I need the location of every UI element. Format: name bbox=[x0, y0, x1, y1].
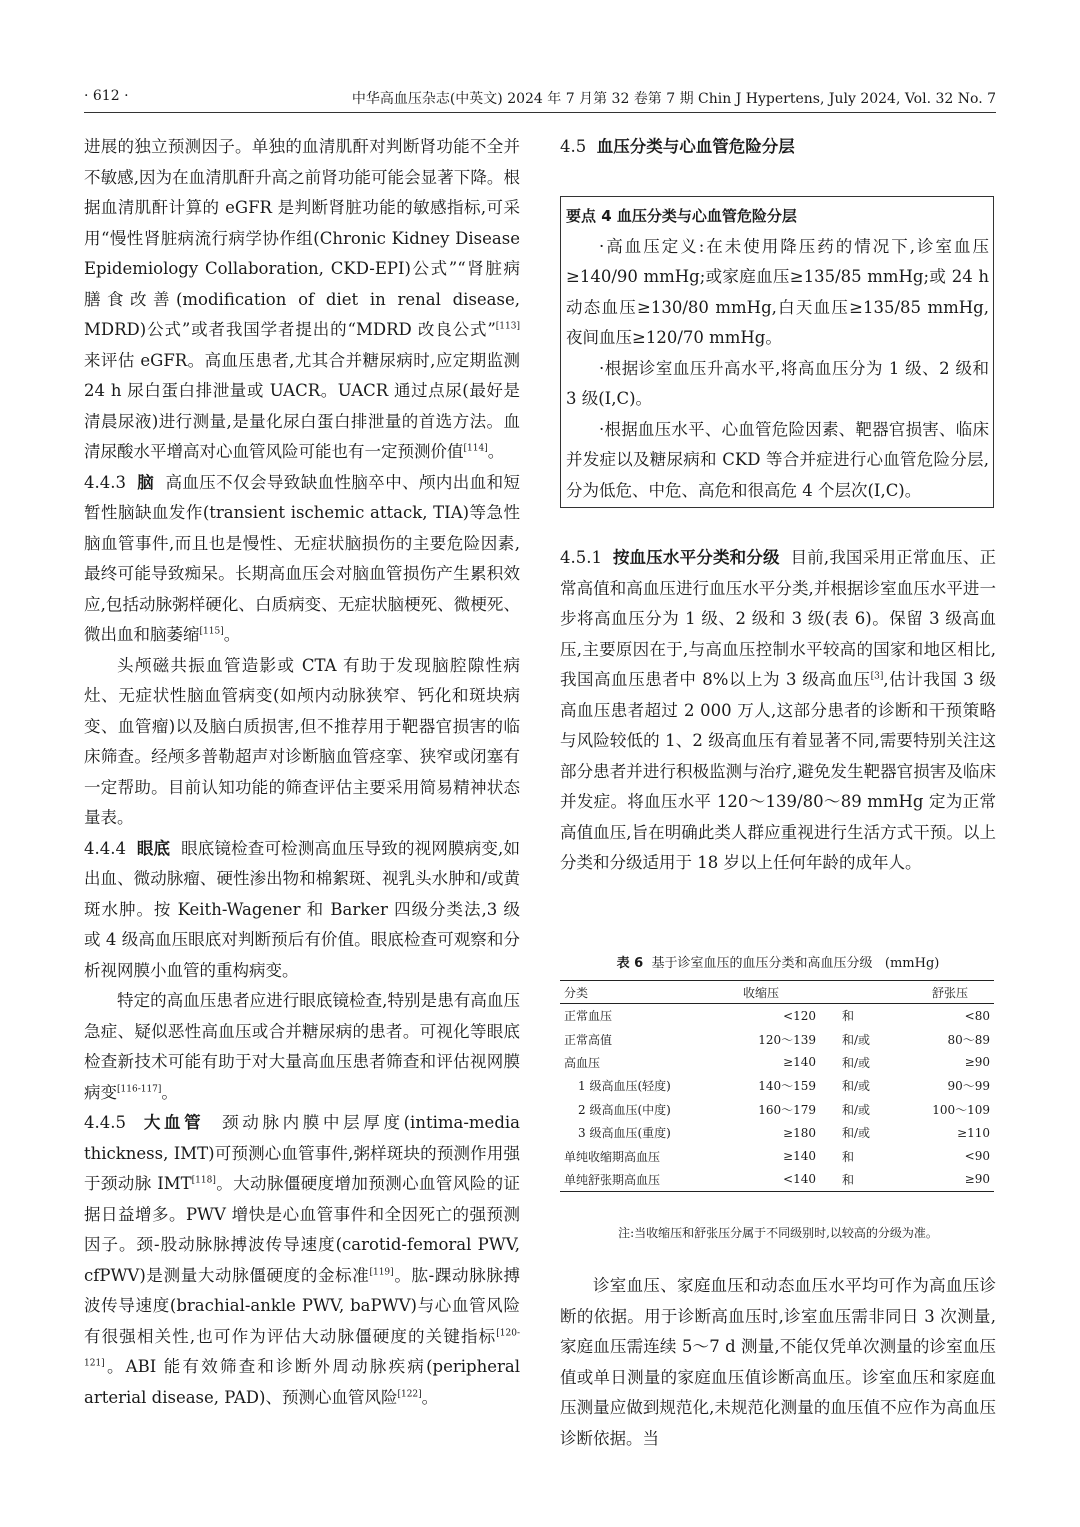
citation: [3] bbox=[870, 671, 884, 682]
column-header: 收缩压 bbox=[702, 981, 820, 1004]
citation: [122] bbox=[397, 1389, 422, 1399]
table-cell: 单纯收缩期高血压 bbox=[564, 1149, 661, 1164]
table-cell: 90～99 bbox=[947, 1079, 990, 1094]
keypoint-bullet: ·根据血压水平、心血管危险因素、靶器官损害、临床并发症以及糖尿病和 CKD 等合并症进行心血管危险分层,分为低危、中危、高危和很高危 4 个层次(Ⅰ,C)。 bbox=[566, 419, 989, 500]
left-column bbox=[84, 132, 520, 1413]
table-cell: 和/或 bbox=[842, 1102, 871, 1117]
paragraph-renal: 进展的独立预测因子。单独的血清肌酐对判断肾功能不全并不敏感,因为在血清肌酐升高之前肾功能可能会显著下降。根据血清肌酐计算的 eGFR 是判断肾脏功能的敏感指标,可采用“慢性肾脏病流行病学协作组(Chronic Kidney Disease Epidemiology Collaboration, CKD-EPI)公式”“肾脏病膳食改善(modification of diet in renal disease, MDRD)公式”或者我国学者提出的“MDRD 改良公式”[113]来评估 eGFR。高血压患者,尤其合并糖尿病时,应定期监测 24 h 尿白蛋白排泄量或 UACR。UACR 通过点尿(最好是清晨尿液)进行测量,是量化尿白蛋白排泄量的首选方法。血清尿酸水平增高对心血管风险可能也有一定预测价值[114]。 bbox=[84, 137, 520, 461]
table-cell: 120～139 bbox=[758, 1032, 816, 1047]
table-row bbox=[560, 1004, 994, 1028]
table-row bbox=[560, 1098, 994, 1121]
column-header: 舒张压 bbox=[906, 981, 994, 1004]
table-cell: 和/或 bbox=[842, 1032, 871, 1047]
table-cell: <120 bbox=[783, 1008, 816, 1023]
table-cell: 100～109 bbox=[932, 1102, 990, 1117]
citation: [113] bbox=[495, 321, 520, 332]
table-cell: 正常高值 bbox=[564, 1032, 613, 1047]
paragraph-fundus: 特定的高血压患者应进行眼底镜检查,特别是患有高血压急症、疑似恶性高血压或合并糖尿病的患者。可视化等眼底检查新技术可能有助于对大量高血压患者筛查和评估视网膜病变[116-117]。 bbox=[84, 991, 520, 1102]
table-cell: 高血压 bbox=[564, 1055, 601, 1070]
table-cell: 2 级高血压(中度) bbox=[578, 1102, 671, 1117]
table-row bbox=[560, 1121, 994, 1144]
table-cell: 1 级高血压(轻度) bbox=[578, 1079, 671, 1094]
keypoint-bullet: ·高血压定义:在未使用降压药的情况下,诊室血压≥140/90 mmHg;或家庭血压≥135/85 mmHg;或 24 h 动态血压≥130/80 mmHg,白天血压≥135/85 mmHg,夜间血压≥120/70 mmHg。 bbox=[566, 236, 989, 347]
section-4-5-1: 4.5.1 按血压水平分类和分级 目前,我国采用正常血压、正常高值和高血压进行血压水平分类,并根据诊室血压水平进一步将高血压分为 1 级、2 级和 3 级(表 6)。保留 3 级高血压,主要原因在于,与高血压控制水平较高的国家和地区相比,我国高血压患者中 8%以上为 3 级高血压[3],估计我国 3 级高血压患者超过 2 000 万人,这部分患者的诊断和干预策略与风险较低的 1、2 级高血压有着显著不同,需要特别关注这部分患者并进行积极监测与治疗,避免发生靶器官损害及临床并发症。将血压水平 120～139/80～89 mmHg 定为正常高值血压,旨在明确此类人群应重视进行生活方式干预。以上分类和分级适用于 18 岁以上任何年龄的成年人。 bbox=[560, 548, 996, 872]
table-cell: ≥180 bbox=[783, 1125, 816, 1140]
table-cell: 80～89 bbox=[947, 1032, 990, 1047]
table-cell: 和 bbox=[842, 1149, 855, 1164]
citation: [116-117] bbox=[117, 1084, 162, 1094]
table-row bbox=[560, 1051, 994, 1074]
section-4-5-heading: 4.5 血压分类与心血管危险分层 bbox=[560, 137, 795, 156]
section-title: 眼底 bbox=[136, 838, 171, 858]
table-caption: 表 6 基于诊室血压的血压分类和高血压分级 (mmHg) bbox=[616, 956, 940, 971]
journal-citation: 中华高血压杂志(中英文) 2024 年 7 月第 32 卷第 7 期 Chin J Hypertens, July 2024, Vol. 32 No. 7 bbox=[351, 91, 996, 107]
citation: [120-121] bbox=[84, 1328, 520, 1369]
table-note: 注:当收缩压和舒张压分属于不同级别时,以较高的分级为准。 bbox=[618, 1226, 938, 1240]
citation: [118] bbox=[191, 1175, 216, 1186]
table-cell: 和/或 bbox=[842, 1079, 871, 1094]
section-title: 大血管 bbox=[143, 1113, 205, 1132]
table-cell: 和/或 bbox=[842, 1055, 871, 1070]
running-header bbox=[84, 88, 996, 113]
table-row bbox=[560, 1168, 994, 1192]
keypoint-box bbox=[560, 196, 994, 508]
table-cell: ≥140 bbox=[783, 1149, 816, 1164]
table-cell: 140～159 bbox=[758, 1079, 816, 1094]
section-title: 脑 bbox=[137, 472, 155, 492]
table-cell: ≥110 bbox=[957, 1125, 990, 1140]
citation: [115] bbox=[199, 626, 224, 637]
keypoint-bullet: ·根据诊室血压升高水平,将高血压分为 1 级、2 级和 3 级(Ⅰ,C)。 bbox=[566, 358, 989, 408]
table-row bbox=[560, 1144, 994, 1167]
table-cell: 正常血压 bbox=[564, 1009, 613, 1024]
section-4-4-4: 4.4.4 眼底 眼底镜检查可检测高血压导致的视网膜病变,如出血、微动脉瘤、硬性渗出物和棉絮斑、视乳头水肿和/或黄斑水肿。按 Keith-Wagener 和 Barker 四级分类法,3 级或 4 级高血压眼底对判断预后有价值。眼底检查可观察和分析视网膜小血管的重构病变。 bbox=[84, 838, 520, 980]
section-4-4-5: 4.4.5 大血管 颈动脉内膜中层厚度(intima-media thickness, IMT)可预测心血管事件,粥样斑块的预测作用强于颈动脉 IMT[118]。大动脉僵硬度增加预测心血管风险的证据日益增多。PWV 增快是心血管事件和全因死亡的强预测因子。颈-股动脉脉搏波传导速度(carotid-femoral PWV, cfPWV)是测量大动脉僵硬度的金标准[119]。肱-踝动脉脉搏波传导速度(brachial-ankle PWV, baPWV)与心血管风险有很强相关性,也可作为评估大动脉僵硬度的关键指标[120-121]。ABI 能有效筛查和诊断外周动脉疾病(peripheral arterial disease, PAD)、预测心血管风险[122]。 bbox=[84, 1113, 521, 1407]
bp-classification-table bbox=[560, 980, 994, 1192]
section-4-4-3: 4.4.3 脑 高血压不仅会导致缺血性脑卒中、颅内出血和短暂性脑缺血发作(transient ischemic attack, TIA)等急性脑血管事件,而且也是慢性、无症状脑损伤的主要危险因素,最终可能导致痴呆。长期高血压会对脑血管损伤产生累积效应,包括动脉粥样硬化、白质病变、无症状脑梗死、微梗死、微出血和脑萎缩[115]。 bbox=[84, 472, 520, 644]
table-cell: 和 bbox=[820, 1168, 906, 1192]
table-cell: 单纯舒张期高血压 bbox=[560, 1168, 702, 1192]
paragraph-mri: 头颅磁共振血管造影或 CTA 有助于发现脑腔隙性病灶、无症状性脑血管病变(如颅内动脉狭窄、钙化和斑块病变、血管瘤)以及脑白质损害,但不推荐用于靶器官损害的临床筛查。经颅多普勒超声对诊断脑血管痉挛、狭窄或闭塞有一定帮助。目前认知功能的筛查评估主要采用简易精神状态量表。 bbox=[84, 655, 520, 827]
table-cell: <90 bbox=[964, 1149, 990, 1164]
table-cell: <80 bbox=[964, 1008, 990, 1023]
paragraph-diagnosis-basis: 诊室血压、家庭血压和动态血压水平均可作为高血压诊断的依据。用于诊断高血压时,诊室血压需非同日 3 次测量,家庭血压需连续 5～7 d 测量,不能仅凭单次测量的诊室血压值或单日测量的家庭血压值诊断高血压。诊室血压和家庭血压测量应做到规范化,未规范化测量的血压值不应作为高血压诊断依据。当 bbox=[560, 1276, 996, 1448]
table-cell: 160～179 bbox=[758, 1102, 816, 1117]
column-header: 分类 bbox=[560, 981, 702, 1004]
table-row bbox=[560, 1074, 994, 1097]
table-cell: 3 级高血压(重度) bbox=[578, 1126, 671, 1141]
table-cell: 和 bbox=[842, 1009, 855, 1024]
citation: [114] bbox=[463, 443, 488, 454]
citation: [119] bbox=[369, 1267, 394, 1277]
table-cell: ≥90 bbox=[906, 1168, 994, 1192]
table-header-row bbox=[560, 981, 994, 1004]
section-title: 按血压水平分类和分级 bbox=[612, 548, 780, 567]
table-row bbox=[560, 1027, 994, 1050]
section-title: 血压分类与心血管危险分层 bbox=[596, 137, 795, 156]
column-header bbox=[820, 981, 906, 1004]
table-cell: ≥140 bbox=[783, 1055, 816, 1070]
table-cell: 和/或 bbox=[842, 1126, 871, 1141]
page-number: · 612 · bbox=[84, 88, 129, 104]
table-cell: ≥90 bbox=[964, 1055, 990, 1070]
keypoint-title: 要点 4 血压分类与心血管危险分层 bbox=[566, 207, 797, 225]
table-cell: <140 bbox=[702, 1168, 820, 1192]
